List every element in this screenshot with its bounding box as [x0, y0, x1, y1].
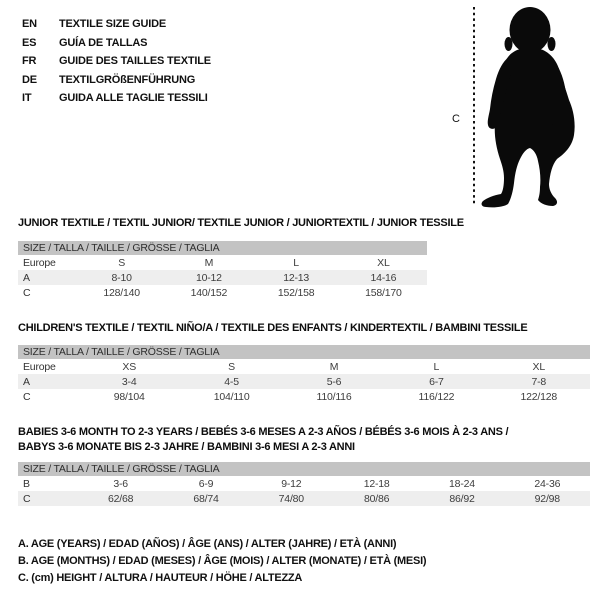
babies-size-table — [18, 476, 590, 506]
table-row — [18, 476, 590, 491]
size-cell: 158/170 — [365, 286, 402, 299]
lang-row-it — [22, 89, 211, 108]
lang-code: EN — [22, 18, 37, 30]
size-cell: 128/140 — [103, 286, 140, 299]
size-cell: L — [433, 360, 440, 373]
babies-table-title-line1: BABIES 3-6 MONTH TO 2-3 YEARS / BEBÉS 3-6 MESES A 2-3 AÑOS / BÉBÉS 3-6 MOIS À 2-3 ANS / — [18, 426, 509, 438]
size-cell: S — [118, 256, 126, 269]
size-cell: XS — [122, 360, 136, 373]
size-header-bar: SIZE / TALLA / TAILLE / GRÖSSE / TAGLIA — [18, 462, 590, 476]
row-label-cell: B — [23, 477, 30, 490]
size-cell: S — [228, 360, 235, 373]
row-label-cell: C — [23, 390, 31, 403]
lang-row-de — [22, 71, 211, 90]
size-cell: 12-18 — [363, 477, 390, 490]
babies-table-title-line2: BABYS 3-6 MONATE BIS 2-3 JAHRE / BAMBINI 3-6 MESI A 2-3 ANNI — [18, 441, 355, 453]
lang-title: GUÍA DE TALLAS — [59, 36, 148, 49]
table-row — [18, 255, 427, 270]
toddler-figure — [440, 2, 600, 210]
figure-height-label: C — [452, 113, 460, 125]
lang-code: IT — [22, 92, 32, 105]
size-cell: 110/116 — [316, 390, 352, 403]
size-cell: M — [329, 360, 339, 373]
size-cell: 9-12 — [281, 477, 302, 490]
size-header-bar: SIZE / TALLA / TAILLE / GRÖSSE / TAGLIA — [18, 241, 427, 255]
size-cell: 122/128 — [520, 390, 558, 403]
table-row — [18, 374, 590, 389]
toddler-silhouette-icon — [482, 7, 575, 207]
lang-title: GUIDE DES TAILLES TEXTILE — [59, 55, 211, 68]
lang-title: GUIDA ALLE TAGLIE TESSILI — [59, 92, 208, 105]
lang-row-es — [22, 34, 211, 53]
size-cell: 80/86 — [334, 491, 419, 506]
size-cell: 92/98 — [505, 491, 590, 506]
footnote-a: A. AGE (YEARS) / EDAD (AÑOS) / ÂGE (ANS) / ALTER (JAHRE) / ETÀ (ANNI) — [18, 538, 397, 550]
size-cell: 7-8 — [488, 374, 590, 389]
size-cell: 140/152 — [190, 286, 228, 299]
table-row — [18, 389, 590, 404]
footnote-legend — [18, 536, 426, 587]
footnote-b: B. AGE (MONTHS) / EDAD (MESES) / ÂGE (MOIS) / ALTER (MONATE) / ETÀ (MESI) — [18, 555, 427, 567]
lang-row-fr — [22, 52, 211, 71]
size-cell: 14-16 — [340, 270, 427, 285]
lang-code: DE — [22, 73, 37, 86]
size-cell: L — [293, 256, 299, 269]
size-cell: 152/158 — [277, 286, 315, 299]
size-cell: 3-4 — [78, 374, 180, 389]
size-cell: 62/68 — [78, 491, 163, 506]
row-label-cell: Europe — [23, 256, 56, 269]
row-label-cell: A — [18, 270, 78, 285]
size-cell: 18-24 — [449, 477, 475, 490]
junior-table-title: JUNIOR TEXTILE / TEXTIL JUNIOR/ TEXTILE JUNIOR / JUNIORTEXTIL / JUNIOR TESSILE — [18, 217, 464, 229]
size-cell: 12-13 — [253, 270, 340, 285]
children-size-table — [18, 359, 590, 404]
lang-title: TEXTILE SIZE GUIDE — [59, 18, 167, 30]
junior-table — [18, 241, 427, 300]
size-cell: M — [204, 256, 214, 269]
children-table-title: CHILDREN'S TEXTILE / TEXTIL NIÑO/A / TEXTILE DES ENFANTS / KINDERTEXTIL / BAMBINI TESSILE — [18, 322, 528, 334]
lang-code: ES — [22, 36, 37, 49]
size-cell: 4-5 — [180, 374, 282, 389]
size-cell: 6-7 — [385, 374, 487, 389]
language-title-block — [22, 15, 211, 108]
size-cell: XL — [377, 256, 390, 269]
size-cell: XL — [532, 360, 545, 373]
row-label-cell: Europe — [23, 360, 56, 373]
table-row — [18, 285, 427, 300]
size-cell: 6-9 — [198, 477, 214, 490]
table-row — [18, 491, 590, 506]
size-cell: 8-10 — [78, 270, 165, 285]
row-label-cell: C — [23, 286, 31, 299]
row-label-cell: C — [18, 491, 78, 506]
size-cell: 68/74 — [163, 491, 248, 506]
size-cell: 116/122 — [418, 390, 455, 403]
junior-size-table — [18, 255, 427, 300]
children-table — [18, 345, 590, 404]
table-row — [18, 359, 590, 374]
size-cell: 98/104 — [113, 390, 145, 403]
size-cell: 3-6 — [113, 477, 128, 490]
lang-code: FR — [22, 55, 37, 68]
size-cell: 24-36 — [534, 477, 561, 490]
lang-row-en — [22, 15, 211, 34]
row-label-cell: A — [18, 374, 78, 389]
footnote-c: C. (cm) HEIGHT / ALTURA / HAUTEUR / HÖHE / ALTEZZA — [18, 572, 303, 584]
table-row — [18, 270, 427, 285]
size-cell: 86/92 — [419, 491, 504, 506]
size-header-bar: SIZE / TALLA / TAILLE / GRÖSSE / TAGLIA — [18, 345, 590, 359]
size-cell: 10-12 — [165, 270, 252, 285]
size-cell: 5-6 — [283, 374, 385, 389]
lang-title: TEXTILGRÖßENFÜHRUNG — [59, 73, 196, 86]
size-cell: 74/80 — [249, 491, 334, 506]
babies-table — [18, 462, 590, 506]
size-cell: 104/110 — [213, 390, 250, 403]
